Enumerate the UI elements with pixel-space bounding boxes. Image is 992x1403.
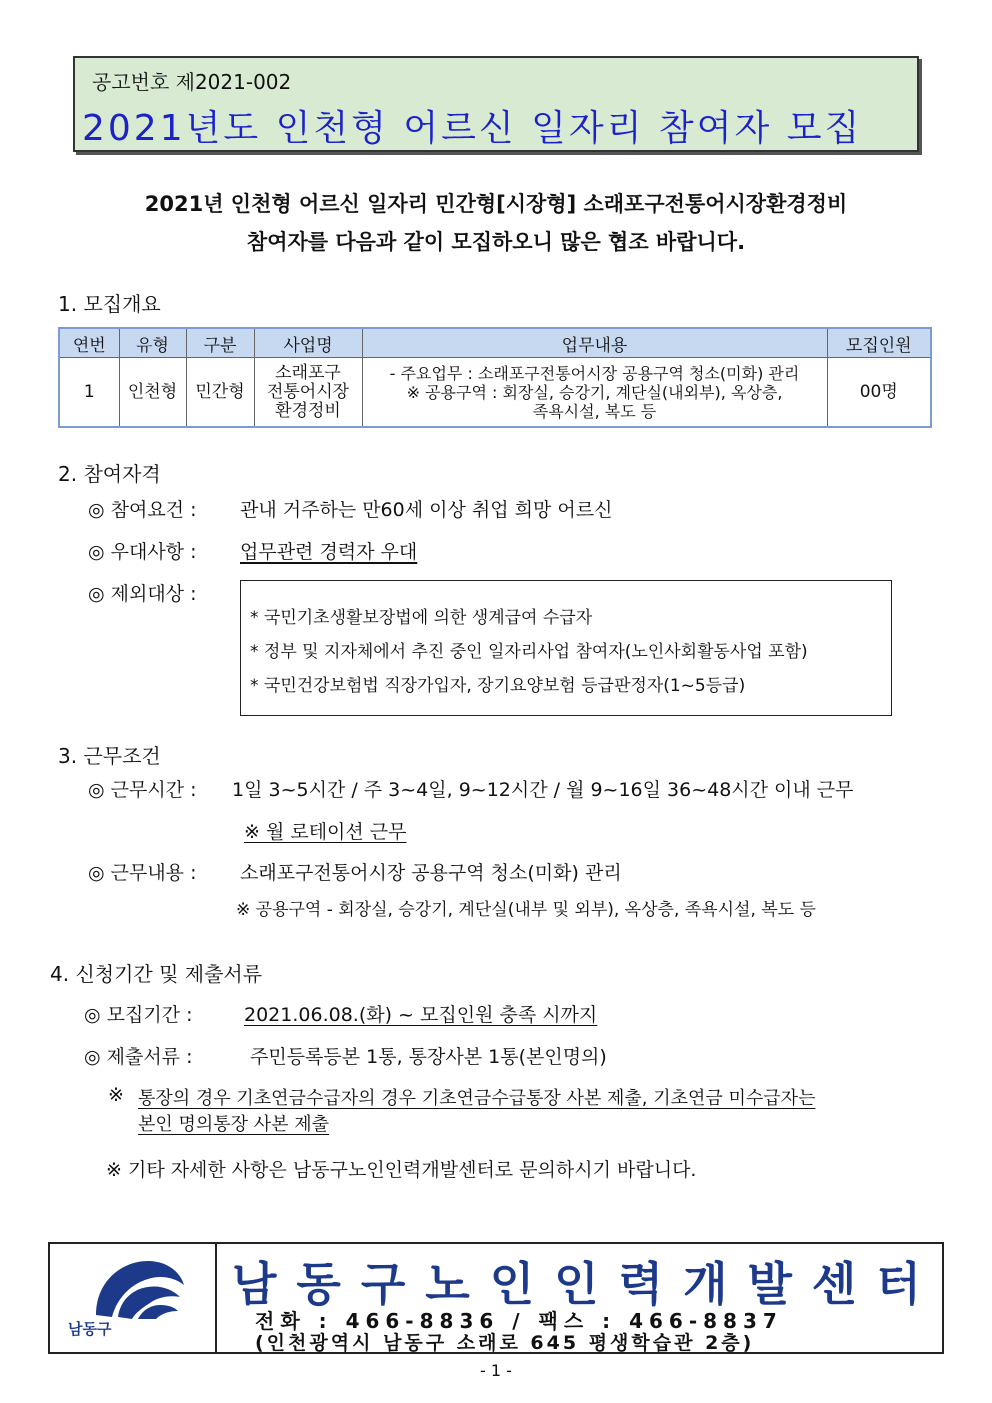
docs-label: ◎ 제출서류 : [84,1046,193,1068]
th-project: 사업명 [254,328,362,358]
section-2-heading: 2. 참여자격 [58,462,161,486]
section-1-heading: 1. 모집개요 [58,292,161,316]
contact-info: 전화 : 466-8836 / 팩스 : 466-8837 [255,1309,783,1333]
docs-text: 주민등록등본 1통, 통장사본 1통(본인명의) [250,1046,607,1068]
period-label: ◎ 모집기간 : [84,1004,193,1026]
table-row [59,358,931,428]
requirement-text: 관내 거주하는 만60세 이상 취업 희망 어르신 [240,499,613,521]
rotation-note: ※ 월 로테이션 근무 [244,821,407,843]
intro-line-2: 참여자를 다음과 같이 모집하오니 많은 협조 바랍니다. [246,230,746,254]
recruit-table [58,327,932,428]
preference-label: ◎ 우대사항 : [88,541,197,563]
section-3-heading: 3. 근무조건 [58,744,161,768]
hours-text: 1일 3~5시간 / 주 3~4일, 9~12시간 / 월 9~16일 36~48시간 이내 근무 [232,779,854,801]
preference-text: 업무관련 경력자 우대 [240,541,418,563]
notice-number: 공고번호 제2021-002 [92,70,292,94]
cell-no: 1 [59,358,119,428]
footer-divider [215,1242,217,1354]
page-title: 2021년도 인천형 어르신 일자리 참여자 모집 [82,108,863,149]
exclusion-item-2: * 정부 및 지자체에서 추진 중인 일자리사업 참여자(노인사회활동사업 포함) [250,642,808,662]
note-2: ※ 기타 자세한 사항은 남동구노인인력개발센터로 문의하시기 바랍니다. [106,1159,697,1181]
requirement-label: ◎ 참여요건 : [88,499,197,521]
section-4-heading: 4. 신청기간 및 제출서류 [50,962,263,986]
exclusion-item-3: * 국민건강보험법 직장가입자, 장기요양보험 등급판정자(1~5등급) [250,676,746,696]
work-label: ◎ 근무내용 : [88,862,197,884]
period-text: 2021.06.08.(화) ~ 모집인원 충족 시까지 [244,1004,598,1026]
table-header-row [59,328,931,358]
th-category: 구분 [186,328,254,358]
note-1-line-2: 본인 명의통장 사본 제출 [138,1114,330,1135]
address: (인천광역시 남동구 소래로 645 평생학습관 2층) [255,1332,755,1354]
common-area-note: ※ 공용구역 - 회장실, 승강기, 계단실(내부 및 외부), 옥상층, 족욕시설, 복도 등 [236,900,816,920]
cell-duties: - 주요업무 : 소래포구전통어시장 공용구역 청소(미화) 관리 ※ 공용구역 : 회장실, 승강기, 계단실(내외부), 옥상층, 족욕시설, 복도 등 [362,358,827,428]
nam-dong-gu-logo-icon [88,1255,188,1321]
cell-project: 소래포구 전통어시장 환경정비 [254,358,362,428]
center-name: 남동구노인인력개발센터 [232,1257,941,1311]
page-number: - 1 - [480,1361,512,1380]
cell-category: 민간형 [186,358,254,428]
logo-label: 남동구 [68,1320,112,1338]
th-type: 유형 [119,328,186,358]
note-1-line-1: 통장의 경우 기초연금수급자의 경우 기초연금수급통장 사본 제출, 기초연금 미수급자는 [138,1088,816,1109]
note-1-mark: ※ [108,1084,124,1106]
intro-line-1: 2021년 인천형 어르신 일자리 민간형[시장형] 소래포구전통어시장환경정비 [144,192,848,216]
th-duties: 업무내용 [362,328,827,358]
exclusion-label: ◎ 제외대상 : [88,583,197,605]
work-text: 소래포구전통어시장 공용구역 청소(미화) 관리 [240,862,622,884]
exclusion-item-1: * 국민기초생활보장법에 의한 생계급여 수급자 [250,608,593,628]
cell-count: 00명 [827,358,931,428]
th-count: 모집인원 [827,328,931,358]
th-no: 연번 [59,328,119,358]
cell-type: 인천형 [119,358,186,428]
hours-label: ◎ 근무시간 : [88,779,197,801]
